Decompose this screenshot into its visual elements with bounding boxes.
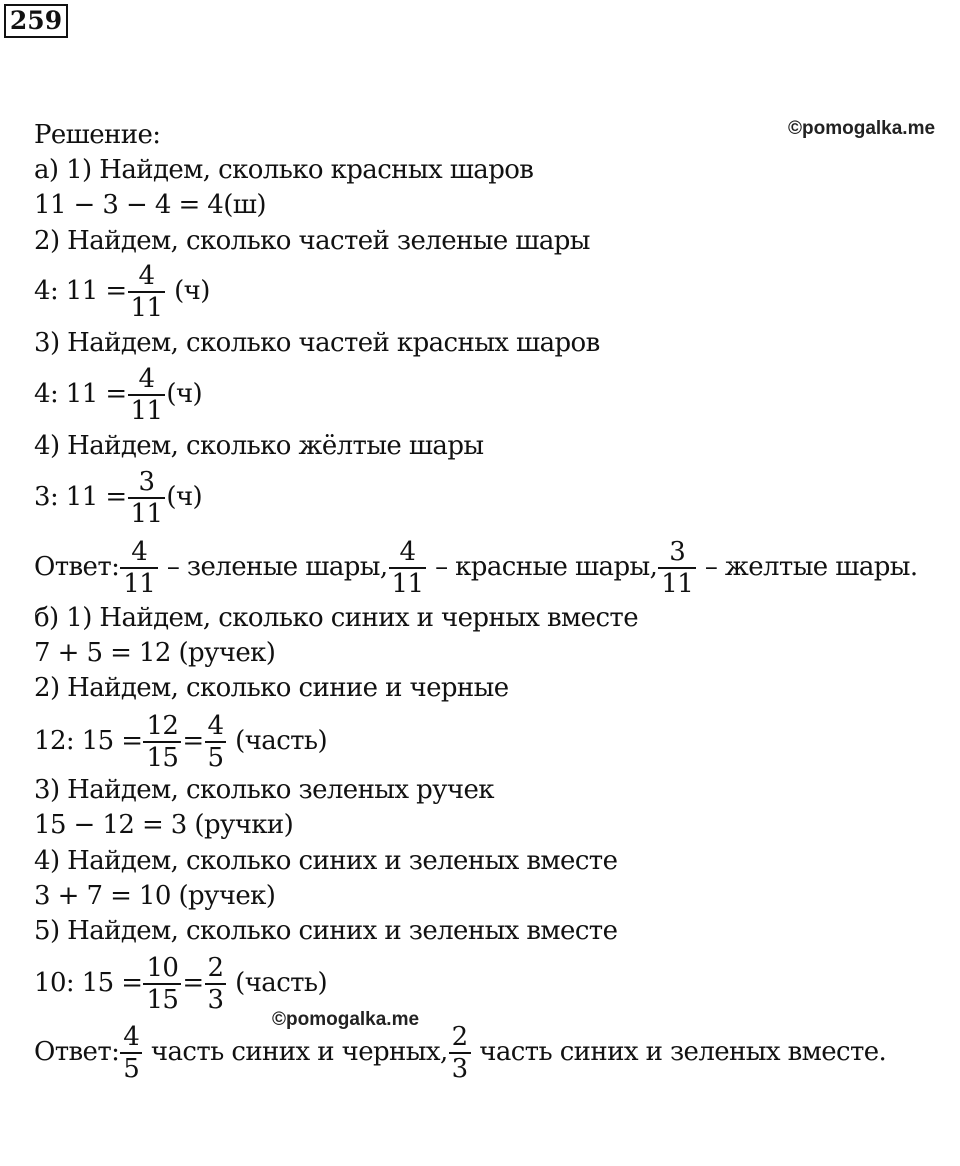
denominator: 15: [146, 743, 179, 773]
calc-a4: [34, 467, 202, 529]
calc-a2: [34, 261, 210, 323]
watermark-bottom: ©pomogalka.me: [272, 1009, 420, 1030]
unit: (часть): [235, 968, 328, 998]
step-a2: 2) Найдем, сколько частей зеленые шары: [34, 226, 590, 256]
fraction: [143, 953, 181, 1015]
step-b3: 3) Найдем, сколько зеленых ручек: [34, 775, 494, 805]
step-b1: б) 1) Найдем, сколько синих и черных вместе: [34, 603, 638, 633]
numerator: 2: [449, 1022, 471, 1054]
numerator: 10: [143, 953, 181, 985]
denominator: 5: [207, 743, 224, 773]
solution-heading: Решение:: [34, 120, 161, 150]
answer-a: [34, 537, 918, 599]
step-a3: 3) Найдем, сколько частей красных шаров: [34, 328, 600, 358]
fraction: [120, 537, 158, 599]
answer-label: Ответ:: [34, 552, 120, 582]
denominator: 3: [207, 985, 224, 1015]
step-a1: а) 1) Найдем, сколько красных шаров: [34, 155, 534, 185]
numerator: 4: [128, 364, 166, 396]
fraction: [143, 711, 181, 773]
fraction: [128, 467, 166, 529]
step-b5: 5) Найдем, сколько синих и зеленых вместе: [34, 916, 618, 946]
task-number: 259: [4, 4, 68, 38]
calc-b2: [34, 711, 327, 773]
equals: =: [182, 726, 204, 756]
numerator: 4: [120, 1022, 142, 1054]
calc-a1: 11 − 3 − 4 = 4(ш): [34, 190, 266, 220]
numerator: 3: [658, 537, 696, 569]
unit: (ч): [174, 276, 210, 306]
numerator: 12: [143, 711, 181, 743]
denominator: 3: [451, 1054, 468, 1084]
denominator: 11: [130, 396, 163, 426]
answer-label: Ответ:: [34, 1037, 120, 1067]
denominator: 11: [661, 569, 694, 599]
fraction: [205, 953, 227, 1015]
calc-b5-lhs: 10: 15 =: [34, 968, 143, 998]
watermark-top: ©pomogalka.me: [788, 118, 936, 139]
numerator: 4: [389, 537, 427, 569]
denominator: 11: [130, 293, 163, 323]
calc-a4-lhs: 3: 11 =: [34, 482, 127, 512]
calc-b1: 7 + 5 = 12 (ручек): [34, 638, 276, 668]
answer-part: – желтые шары.: [704, 552, 918, 582]
calc-b2-lhs: 12: 15 =: [34, 726, 143, 756]
calc-b4: 3 + 7 = 10 (ручек): [34, 881, 276, 911]
fraction: [658, 537, 696, 599]
calc-a3: [34, 364, 202, 426]
fraction: [389, 537, 427, 599]
unit: (ч): [166, 482, 203, 512]
denominator: 11: [123, 569, 156, 599]
numerator: 4: [128, 261, 166, 293]
fraction: [120, 1022, 142, 1084]
step-a4: 4) Найдем, сколько жёлтые шары: [34, 431, 484, 461]
denominator: 11: [391, 569, 424, 599]
unit: (часть): [235, 726, 328, 756]
fraction: [128, 261, 166, 323]
answer-part: часть синих и зеленых вместе.: [479, 1037, 887, 1067]
numerator: 4: [205, 711, 227, 743]
denominator: 11: [130, 499, 163, 529]
equals: =: [182, 968, 204, 998]
answer-part: – зеленые шары,: [166, 552, 388, 582]
numerator: 3: [128, 467, 166, 499]
unit: (ч): [166, 379, 203, 409]
fraction: [449, 1022, 471, 1084]
denominator: 15: [146, 985, 179, 1015]
calc-a3-lhs: 4: 11 =: [34, 379, 127, 409]
fraction: [205, 711, 227, 773]
numerator: 4: [120, 537, 158, 569]
calc-a2-lhs: 4: 11 =: [34, 276, 127, 306]
numerator: 2: [205, 953, 227, 985]
step-b4: 4) Найдем, сколько синих и зеленых вместе: [34, 846, 618, 876]
answer-part: – красные шары,: [435, 552, 658, 582]
step-b2: 2) Найдем, сколько синие и черные: [34, 673, 509, 703]
answer-part: часть синих и черных,: [150, 1037, 448, 1067]
answer-b: [34, 1022, 886, 1084]
fraction: [128, 364, 166, 426]
calc-b5: [34, 953, 327, 1015]
denominator: 5: [123, 1054, 140, 1084]
calc-b3: 15 − 12 = 3 (ручки): [34, 810, 294, 840]
